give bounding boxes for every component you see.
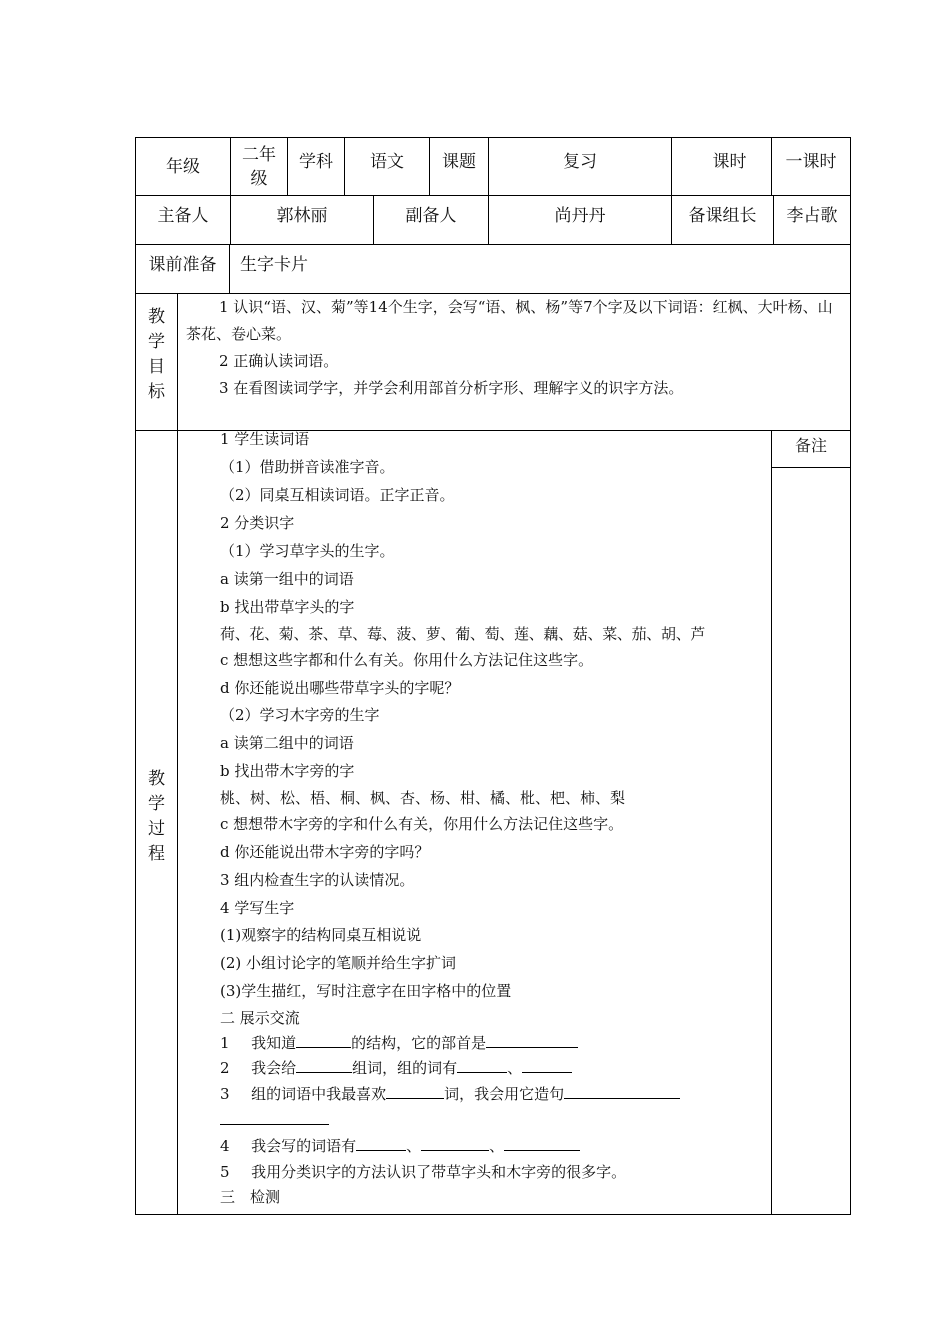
exchange-item-2 (220, 1055, 572, 1081)
table-border (135, 1214, 851, 1215)
period-label: 课时 (712, 152, 747, 172)
process-line: （2）同桌互相读词语。正字正音。 (220, 486, 455, 504)
process-line: b 找出带木字旁的字 (220, 762, 355, 780)
process-line: (1)观察字的结构同桌互相说说 (220, 926, 422, 944)
goals-label-char: 学 (148, 332, 165, 352)
assist-teacher-value: 尚丹丹 (554, 206, 606, 226)
goal-item: 2 正确认读词语。 (219, 352, 339, 370)
item-text: 的结构，它的部首是 (351, 1034, 487, 1052)
exchange-item-1 (220, 1030, 578, 1056)
exchange-item-3 (220, 1081, 680, 1107)
fill-blank[interactable] (486, 1033, 578, 1048)
goals-label (136, 300, 177, 410)
item-text: 组的词语中我最喜欢 (251, 1085, 387, 1103)
item-text: 、 (507, 1059, 523, 1077)
item-number: 3 (220, 1085, 230, 1103)
item-number: 5 (220, 1163, 230, 1181)
process-line: c 想想带木字旁的字和什么有关，你用什么方法记住这些字。 (220, 815, 624, 833)
item-text: 我会给 (251, 1059, 297, 1077)
process-line: 2 分类识字 (220, 514, 295, 532)
prep-label: 课前准备 (148, 255, 217, 275)
table-border (771, 467, 851, 468)
table-border (229, 244, 230, 293)
fill-blank[interactable] (386, 1084, 444, 1099)
process-line: (2) 小组讨论字的笔顺并给生字扩词 (220, 954, 457, 972)
process-line: （2）学习木字旁的生字 (220, 706, 380, 724)
process-line: 1 学生读词语 (220, 430, 310, 448)
table-border (135, 137, 136, 1215)
goals-label-char: 目 (148, 357, 165, 377)
group-leader-label: 备课组长 (688, 206, 757, 226)
grade-value-line1: 二年 (242, 144, 276, 165)
fill-blank[interactable] (220, 1124, 329, 1125)
exchange-item-5 (220, 1159, 626, 1185)
process-line: （1）学习草字头的生字。 (220, 542, 395, 560)
item-text: 词，我会用它造句 (444, 1085, 565, 1103)
item-text: 我会写的词语有 (251, 1137, 357, 1155)
process-line: 4 学写生字 (220, 899, 295, 917)
fill-blank[interactable] (457, 1058, 507, 1073)
process-label-char: 教 (148, 769, 165, 789)
assist-teacher-label: 副备人 (405, 206, 457, 226)
goals-label-char: 教 (148, 307, 165, 327)
goal-item: 3 在看图读词学字，并学会利用部首分析字形、理解字义的识字方法。 (219, 379, 684, 397)
process-label-char: 过 (148, 819, 165, 839)
table-border (850, 137, 851, 1215)
process-label-char: 程 (148, 844, 165, 864)
fill-blank[interactable] (522, 1058, 572, 1073)
process-line: d 你还能说出带木字旁的字吗？ (220, 843, 430, 861)
process-label-char: 学 (148, 794, 165, 814)
process-line: b 找出带草字头的字 (220, 598, 355, 616)
process-line: (3)学生描红，写时注意字在田字格中的位置 (220, 982, 512, 1000)
grade-value (231, 138, 287, 195)
process-line: 二 展示交流 (220, 1009, 300, 1027)
item-text: 我知道 (251, 1034, 297, 1052)
lead-teacher-value: 郭林丽 (276, 206, 328, 226)
prep-value: 生字卡片 (240, 255, 308, 275)
table-border (177, 293, 178, 1215)
fill-blank[interactable] (564, 1084, 680, 1099)
fill-blank[interactable] (296, 1058, 352, 1073)
item-number: 1 (220, 1034, 230, 1052)
period-value: 一课时 (785, 152, 837, 172)
fill-blank[interactable] (356, 1136, 406, 1151)
process-label (136, 767, 177, 867)
item-number: 4 (220, 1137, 230, 1155)
subject-label: 学科 (299, 152, 333, 172)
process-line: a 读第二组中的词语 (220, 734, 354, 752)
item-text: 组词，组的词有 (352, 1059, 458, 1077)
process-line: d 你还能说出哪些带草字头的字呢？ (220, 679, 460, 697)
fill-blank[interactable] (504, 1136, 580, 1151)
notes-label: 备注 (794, 436, 827, 455)
group-leader-value: 李占歌 (786, 206, 838, 226)
goals-content (186, 294, 846, 402)
subject-value: 语文 (370, 152, 404, 172)
item-text: 我用分类识字的方法认识了带草字头和木字旁的很多字。 (251, 1163, 627, 1181)
process-line: 桃、树、松、梧、桐、枫、杏、杨、柑、橘、枇、杷、柿、梨 (220, 789, 626, 807)
exchange-item-4 (220, 1133, 580, 1159)
goal-item: 1 认识“语、汉、菊”等14个生字，会写“语、枫、杨”等7个字及以下词语：红枫、大叶杨、山茶花、卷心菜。 (186, 298, 833, 343)
grade-value-line2: 级 (250, 168, 268, 189)
section-heading: 三 检测 (220, 1188, 281, 1206)
process-line: a 读第一组中的词语 (220, 570, 354, 588)
item-number: 2 (220, 1059, 230, 1077)
topic-label: 课题 (442, 152, 476, 172)
fill-blank[interactable] (296, 1033, 351, 1048)
process-line: c 想想这些字都和什么有关。你用什么方法记住这些字。 (220, 651, 594, 669)
table-border (771, 430, 772, 1215)
process-line: 3 组内检查生字的认读情况。 (220, 871, 415, 889)
lead-teacher-label: 主备人 (157, 206, 209, 226)
goals-label-char: 标 (148, 382, 165, 402)
fill-blank[interactable] (421, 1136, 489, 1151)
item-text: 、 (406, 1137, 422, 1155)
process-line: 荷、花、菊、茶、草、莓、菠、萝、葡、萄、莲、藕、菇、菜、茄、胡、芦 (220, 625, 706, 643)
grade-label: 年级 (166, 156, 200, 177)
process-line: （1）借助拼音读准字音。 (220, 458, 395, 476)
topic-value: 复习 (563, 152, 597, 172)
item-text: 、 (489, 1137, 505, 1155)
